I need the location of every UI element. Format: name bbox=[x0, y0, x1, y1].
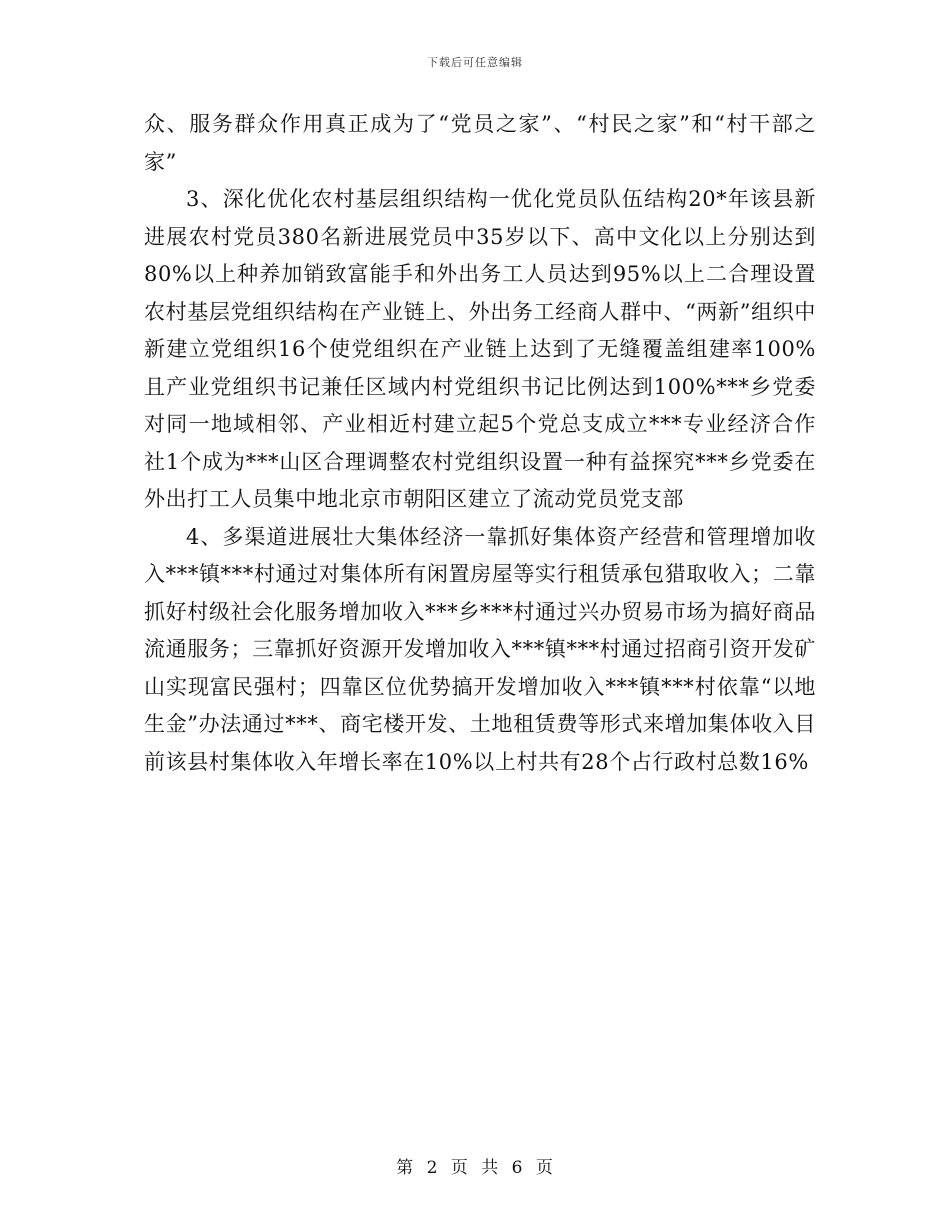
paragraph-section-3: 3、深化优化农村基层组织结构一优化党员队伍结构20*年该县新进展农村党员380名新进展党员中35岁以下、高中文化以上分别达到80%以上种养加销致富能手和外出务工人员达到95%以上二合理设置农村基层党组织结构在产业链上、外出务工经商人群中、“两新”组织中新建立党组织16个使党组织在产业链上达到了无缝覆盖组建率100%且产业党组织书记兼任区域内村党组织书记比例达到100%***乡党委对同一地域相邻、产业相近村建立起5个党总支成立***专业经济合作社1个成为***山区合理调整农村党组织设置一种有益探究***乡党委在外出打工人员集中地北京市朝阳区建立了流动党员党支部 bbox=[144, 187, 816, 511]
paragraph-section-4: 4、多渠道进展壮大集体经济一靠抓好集体资产经营和管理增加收入***镇***村通过对集体所有闲置房屋等实行租赁承包猎取收入；二靠抓好村级社会化服务增加收入***乡***村通过兴办贸易市场为搞好商品流通服务；三靠抓好资源开发增加收入***镇***村通过招商引资开发矿山实现富民强村；四靠区位优势搞开发增加收入***镇***村依靠“以地生金”办法通过***、商宅楼开发、土地租赁费等形式来增加集体收入目前该县村集体收入年增长率在10%以上村共有28个占行政村总数16% bbox=[144, 524, 816, 774]
page-number-footer: 第 2 页 共 6 页 bbox=[396, 1158, 554, 1178]
document-body bbox=[144, 106, 816, 781]
page-header-note: 下载后可任意编辑 bbox=[427, 56, 523, 69]
paragraph-continuation: 众、服务群众作用真正成为了“党员之家”、“村民之家”和“村干部之家” bbox=[144, 112, 816, 174]
